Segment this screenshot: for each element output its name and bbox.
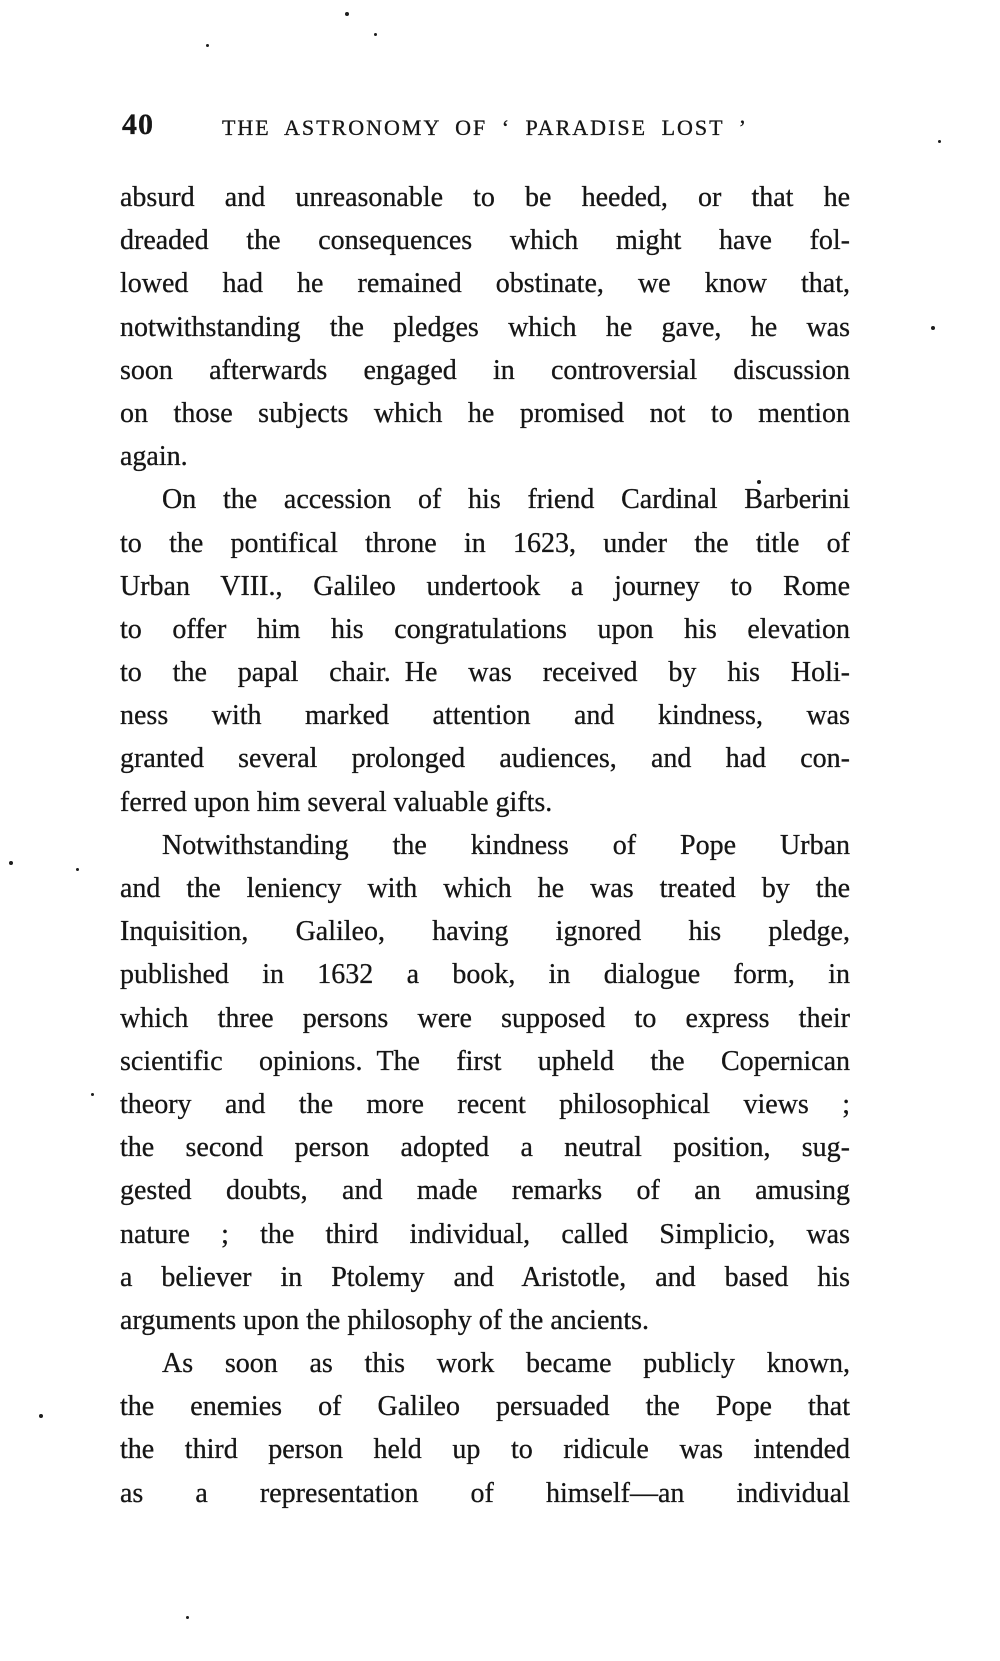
text-line: the third person held up to ridicule was intended bbox=[120, 1434, 850, 1466]
text-line: to offer him his congratulations upon his elevation bbox=[120, 613, 850, 645]
page-header bbox=[120, 106, 850, 146]
text-line: the enemies of Galileo persuaded the Pope that bbox=[120, 1391, 850, 1423]
paragraph bbox=[120, 1342, 850, 1515]
scan-speck bbox=[9, 861, 13, 865]
text-line: Inquisition, Galileo, having ignored his pledge, bbox=[120, 916, 850, 948]
text-line: dreaded the consequences which might have fol- bbox=[120, 225, 850, 257]
text-line: nature ; the third individual, called Simplicio, was bbox=[120, 1218, 850, 1250]
text-line: absurd and unreasonable to be heeded, or that he bbox=[120, 182, 850, 213]
scan-speck bbox=[345, 12, 349, 16]
scan-speck bbox=[374, 33, 377, 36]
text-line: lowed had he remained obstinate, we know that, bbox=[120, 268, 850, 300]
body-text bbox=[120, 176, 850, 1515]
text-line: a believer in Ptolemy and Aristotle, and based his bbox=[120, 1261, 850, 1293]
text-line: and the leniency with which he was treated by the bbox=[120, 873, 850, 904]
text-line: granted several prolonged audiences, and had con- bbox=[120, 743, 850, 775]
scan-speck bbox=[206, 44, 209, 47]
text-line: to the papal chair. He was received by his Holi- bbox=[120, 657, 850, 689]
text-line: as a representation of himself—an individual bbox=[120, 1477, 850, 1509]
text-line: gested doubts, and made remarks of an amusing bbox=[120, 1175, 850, 1207]
scan-speck bbox=[931, 326, 935, 330]
text-line: theory and the more recent philosophical views ; bbox=[120, 1088, 850, 1120]
running-title: THE ASTRONOMY OF ‘ PARADISE LOST ’ bbox=[221, 115, 748, 140]
text-line: again. bbox=[120, 441, 188, 473]
text-line: to the pontifical throne in 1623, under the title of bbox=[120, 527, 850, 559]
scan-speck bbox=[186, 1616, 189, 1619]
text-line: On the accession of his friend Cardinal Barberini bbox=[162, 484, 850, 516]
text-line: soon afterwards engaged in controversial discussion bbox=[120, 354, 850, 386]
paragraph bbox=[120, 176, 850, 478]
page-number: 40 bbox=[122, 108, 154, 141]
text-line: ferred upon him several valuable gifts. bbox=[120, 786, 553, 818]
text-line: Urban VIII., Galileo undertook a journey to Rome bbox=[120, 570, 850, 602]
text-line: Notwithstanding the kindness of Pope Urban bbox=[162, 829, 850, 861]
scan-speck bbox=[91, 1093, 94, 1096]
text-line: As soon as this work became publicly known, bbox=[162, 1348, 850, 1380]
text-line: on those subjects which he promised not to mention bbox=[120, 397, 850, 429]
text-line: notwithstanding the pledges which he gave, he was bbox=[120, 311, 850, 343]
scan-speck bbox=[39, 1414, 43, 1418]
scan-speck bbox=[757, 480, 761, 484]
scan-speck bbox=[76, 868, 79, 871]
scan-speck bbox=[938, 140, 941, 143]
text-line: which three persons were supposed to express their bbox=[120, 1002, 850, 1034]
text-line: published in 1632 a book, in dialogue form, in bbox=[120, 959, 850, 991]
text-line: arguments upon the philosophy of the ancients. bbox=[120, 1304, 650, 1336]
paragraph bbox=[120, 478, 850, 824]
text-line: ness with marked attention and kindness, was bbox=[120, 700, 850, 732]
text-line: the second person adopted a neutral position, sug- bbox=[120, 1132, 850, 1164]
paragraph bbox=[120, 824, 850, 1342]
text-line: scientific opinions. The first upheld the Copernican bbox=[120, 1045, 850, 1077]
